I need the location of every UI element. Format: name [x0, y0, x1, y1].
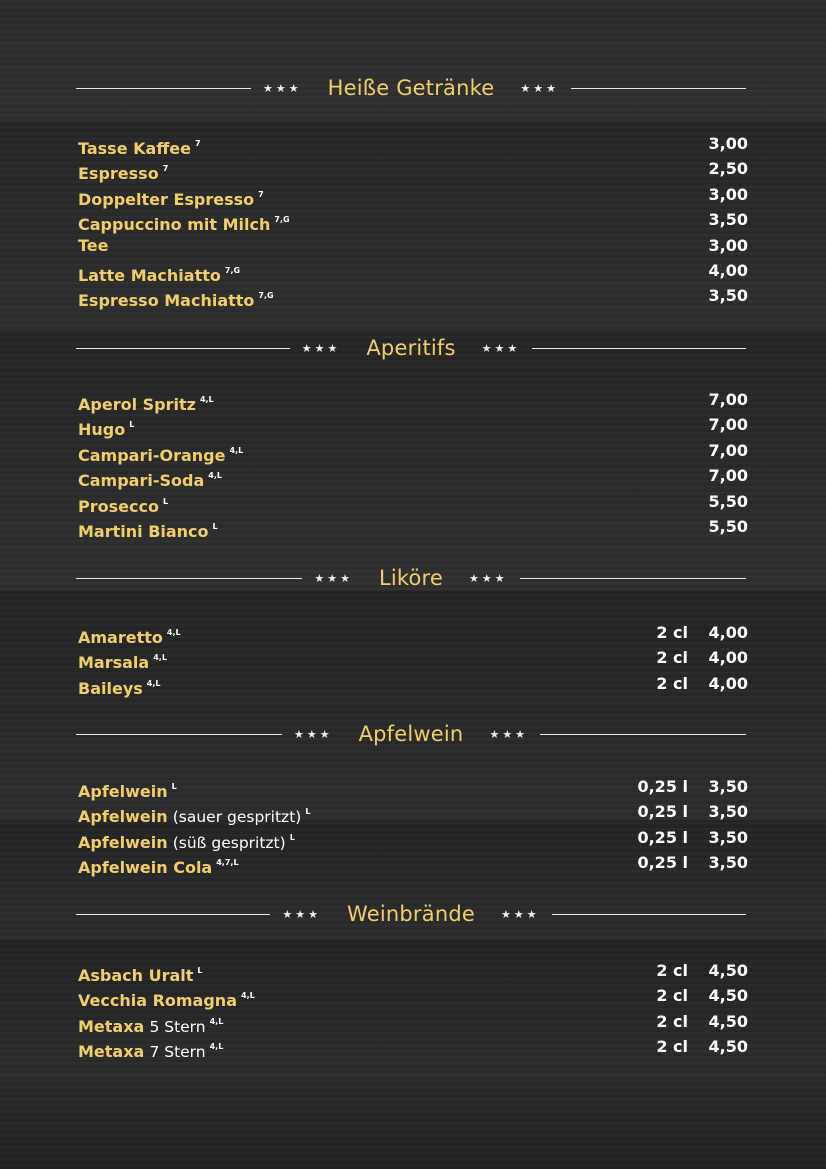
- item-price: 3,00: [708, 235, 748, 255]
- divider-line-left: [76, 734, 282, 735]
- allergen-codes: 4,L: [209, 1016, 224, 1026]
- item-price: 3,50: [708, 802, 748, 822]
- item-price: 7,00: [708, 466, 748, 486]
- menu-item: [78, 1034, 748, 1062]
- item-price: 4,00: [708, 648, 748, 668]
- item-quantity: 2 cl: [656, 1037, 688, 1057]
- item-name: Metaxa: [78, 1042, 145, 1062]
- menu-item: [78, 258, 748, 283]
- item-price: 7,00: [708, 390, 748, 409]
- item-name: Martini Bianco: [78, 521, 209, 541]
- allergen-codes: L: [289, 832, 295, 842]
- section-heading: [76, 563, 746, 593]
- menu-item: [78, 463, 748, 491]
- item-price: 4,50: [708, 1011, 748, 1031]
- menu-item: [78, 850, 748, 878]
- menu-item: [78, 438, 748, 463]
- stars-left-icon: ★★★: [301, 341, 341, 355]
- item-name: Marsala: [78, 653, 150, 673]
- item-list: [78, 620, 748, 696]
- menu-item: [78, 412, 748, 440]
- item-name: Tasse Kaffee: [78, 139, 191, 158]
- menu-item: [78, 983, 748, 1011]
- divider-line-left: [76, 348, 290, 349]
- item-list: [78, 131, 748, 309]
- allergen-codes: L: [129, 420, 135, 430]
- allergen-codes: 4,7,L: [216, 858, 239, 868]
- stars-left-icon: ★★★: [314, 571, 353, 585]
- item-quantity: 0,25 l: [637, 802, 688, 822]
- section-title: Heiße Getränke: [327, 76, 495, 100]
- item-price: 4,50: [708, 961, 748, 980]
- item-quantity: 2 cl: [656, 1011, 688, 1031]
- item-name: Doppelter Espresso: [78, 189, 255, 209]
- allergen-codes: 7,G: [224, 265, 241, 275]
- item-list: [78, 387, 748, 539]
- stars-left-icon: ★★★: [282, 907, 321, 921]
- item-quantity: 0,25 l: [637, 853, 688, 873]
- item-price: 7,00: [708, 415, 748, 435]
- menu-item: [78, 387, 748, 412]
- section-heading: [76, 333, 746, 363]
- item-name: Apfelwein Cola: [78, 858, 213, 878]
- divider-line-right: [520, 578, 746, 579]
- section-title: Liköre: [378, 566, 444, 590]
- allergen-codes: 7: [258, 189, 264, 199]
- divider-line-right: [552, 914, 746, 915]
- item-price: 3,50: [708, 210, 748, 230]
- allergen-codes: L: [305, 807, 311, 817]
- item-name: Espresso: [78, 164, 159, 184]
- item-price: 3,50: [708, 777, 748, 796]
- item-name: Tee: [78, 235, 109, 255]
- allergen-codes: 4,L: [199, 395, 214, 404]
- menu-item: [78, 671, 748, 696]
- item-price: 3,50: [708, 286, 748, 306]
- divider-line-left: [76, 578, 302, 579]
- item-quantity: 2 cl: [656, 648, 688, 668]
- item-name: Prosecco: [78, 496, 159, 516]
- menu-item: [78, 645, 748, 673]
- menu-item: [78, 207, 748, 235]
- item-list: [78, 774, 748, 876]
- item-price: 7,00: [708, 440, 748, 460]
- allergen-codes: 4,L: [166, 628, 181, 637]
- item-name: Hugo: [78, 420, 126, 440]
- item-name: Apfelwein: [78, 832, 168, 852]
- menu-item: [78, 489, 748, 514]
- divider-line-right: [532, 348, 746, 349]
- menu-item: [78, 131, 748, 156]
- item-quantity: 2 cl: [656, 986, 688, 1006]
- item-variant: 5 Stern: [149, 1017, 206, 1036]
- allergen-codes: 4,L: [229, 445, 244, 455]
- section-title: Weinbrände: [347, 902, 475, 926]
- item-name: Aperol Spritz: [78, 395, 196, 414]
- divider-line-left: [76, 914, 270, 915]
- stars-right-icon: ★★★: [489, 727, 529, 741]
- item-price: 5,50: [708, 491, 748, 511]
- allergen-codes: 7: [194, 139, 201, 148]
- item-quantity: 0,25 l: [637, 827, 688, 847]
- menu-item: [78, 620, 748, 645]
- item-name: Vecchia Romagna: [78, 991, 237, 1011]
- divider-line-right: [571, 88, 746, 89]
- section-heading: [76, 73, 746, 103]
- stars-right-icon: ★★★: [469, 571, 508, 585]
- item-price: 3,00: [708, 134, 748, 153]
- divider-line-left: [76, 88, 251, 89]
- stars-right-icon: ★★★: [481, 341, 521, 355]
- item-name: Amaretto: [78, 628, 163, 647]
- allergen-codes: 4,L: [209, 1042, 224, 1052]
- item-list: [78, 958, 748, 1060]
- menu-item: [78, 774, 748, 799]
- item-name: Metaxa: [78, 1016, 145, 1036]
- section-heading: [76, 899, 746, 929]
- item-name: Latte Machiatto: [78, 265, 221, 285]
- allergen-codes: 4,L: [241, 991, 255, 1001]
- allergen-codes: 4,L: [153, 653, 167, 663]
- allergen-codes: L: [171, 782, 177, 791]
- menu-item: [78, 514, 748, 539]
- stars-right-icon: ★★★: [520, 81, 559, 95]
- item-quantity: 2 cl: [656, 623, 688, 642]
- allergen-codes: 4,L: [208, 471, 222, 481]
- item-price: 5,50: [708, 516, 748, 536]
- menu-item: [78, 799, 748, 827]
- menu-item: [78, 182, 748, 207]
- item-name: Apfelwein: [78, 807, 168, 827]
- menu-item: [78, 233, 748, 258]
- item-price: 4,00: [708, 623, 748, 642]
- allergen-codes: 7: [162, 164, 169, 174]
- item-variant: 7 Stern: [149, 1043, 206, 1062]
- section-title: Apfelwein: [358, 722, 464, 746]
- allergen-codes: L: [162, 496, 169, 506]
- item-name: Espresso Machiatto: [78, 291, 255, 311]
- menu-item: [78, 825, 748, 850]
- item-price: 3,50: [708, 853, 748, 873]
- menu-item: [78, 1009, 748, 1034]
- menu-item: [78, 958, 748, 983]
- allergen-codes: 4,L: [146, 678, 161, 688]
- stars-left-icon: ★★★: [263, 81, 302, 95]
- item-name: Apfelwein: [78, 782, 168, 801]
- item-quantity: 0,25 l: [637, 777, 688, 796]
- item-price: 4,50: [708, 1037, 748, 1057]
- section-title: Aperitifs: [366, 336, 456, 360]
- divider-line-right: [540, 734, 746, 735]
- item-price: 3,50: [708, 827, 748, 847]
- item-name: Campari-Soda: [78, 471, 205, 491]
- allergen-codes: L: [197, 966, 203, 975]
- allergen-codes: 7,G: [258, 291, 274, 301]
- item-price: 4,00: [708, 673, 748, 693]
- item-quantity: 2 cl: [656, 673, 688, 693]
- item-price: 3,00: [708, 184, 748, 204]
- item-price: 2,50: [708, 159, 748, 179]
- item-name: Baileys: [78, 678, 143, 698]
- item-variant: (sauer gespritzt): [172, 808, 302, 827]
- item-name: Cappuccino mit Milch: [78, 215, 271, 235]
- item-price: 4,00: [708, 260, 748, 280]
- stars-left-icon: ★★★: [293, 727, 333, 741]
- item-quantity: 2 cl: [656, 961, 688, 980]
- allergen-codes: L: [212, 521, 218, 531]
- item-variant: (süß gespritzt): [172, 833, 286, 852]
- menu-item: [78, 156, 748, 184]
- item-price: 4,50: [708, 986, 748, 1006]
- stars-right-icon: ★★★: [501, 907, 540, 921]
- item-name: Asbach Uralt: [78, 966, 194, 985]
- allergen-codes: 7,G: [274, 215, 290, 225]
- menu-item: [78, 283, 748, 311]
- item-name: Campari-Orange: [78, 445, 226, 465]
- section-heading: [76, 719, 746, 749]
